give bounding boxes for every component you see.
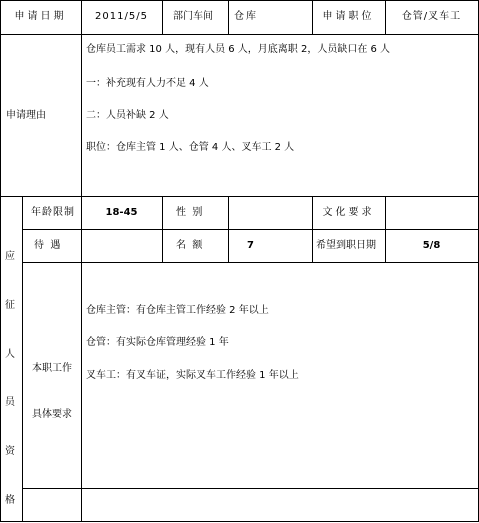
row-divider-header xyxy=(0,34,479,35)
col-divider-label-lower xyxy=(81,196,82,522)
salary-label: 待 遇 xyxy=(34,240,61,251)
reason-line: 一：补充现有人力不足 4 人 xyxy=(86,78,209,89)
arrival-date-label: 希望到职日期 xyxy=(316,240,376,251)
apply-date-label: 申请日期 xyxy=(14,11,67,22)
qualification-side-char: 资 xyxy=(5,446,15,457)
col-divider-label xyxy=(81,0,82,196)
age-limit-value: 18-45 xyxy=(105,207,138,218)
requirements-label: 具体要求 xyxy=(32,409,72,420)
col-divider-3 xyxy=(228,0,229,34)
qualification-side-char: 应 xyxy=(5,251,15,262)
position-label: 申请职位 xyxy=(322,11,375,22)
col-divider-3-lower xyxy=(228,196,229,263)
qualification-side-char: 人 xyxy=(5,349,15,360)
col-divider-5-lower xyxy=(385,196,386,263)
department-value: 仓库 xyxy=(234,11,258,22)
reason-label: 申请理由 xyxy=(6,110,46,121)
table-border-top xyxy=(0,0,479,1)
col-divider-2 xyxy=(162,0,163,34)
col-divider-side xyxy=(22,196,23,522)
qualification-side-char: 格 xyxy=(5,495,15,506)
table-border-bottom xyxy=(0,521,479,522)
quota-value: 7 xyxy=(247,240,254,251)
reason-line: 仓库员工需求 10 人，现有人员 6 人，月底离职 2，人员缺口在 6 人 xyxy=(86,44,391,55)
col-divider-2-lower xyxy=(162,196,163,263)
qualification-side-char: 员 xyxy=(5,397,15,408)
row-divider-requirements xyxy=(22,488,479,489)
row-divider-reason xyxy=(0,196,479,197)
qualification-side-char: 征 xyxy=(5,300,15,311)
position-value: 仓管/叉车工 xyxy=(401,11,462,22)
quota-label: 名 额 xyxy=(176,240,203,251)
table-border-left xyxy=(0,0,1,522)
requirement-item: 仓管：有实际仓库管理经验 1 年 xyxy=(86,337,229,348)
row-divider-age xyxy=(22,229,479,230)
arrival-date-value: 5/8 xyxy=(422,240,441,251)
age-limit-label: 年龄限制 xyxy=(31,207,75,218)
apply-date-value: 2011/5/5 xyxy=(95,11,148,22)
gender-label: 性 别 xyxy=(176,207,203,218)
requirements-label: 本职工作 xyxy=(32,363,72,374)
reason-line: 职位：仓库主管 1 人、仓管 4 人、叉车工 2 人 xyxy=(86,142,295,153)
requirement-item: 仓库主管：有仓库主管工作经验 2 年以上 xyxy=(86,305,269,316)
reason-line: 二：人员补缺 2 人 xyxy=(86,110,169,121)
department-label: 部门车间 xyxy=(173,11,213,22)
education-label: 文化要求 xyxy=(322,207,375,218)
requirement-item: 叉车工：有叉车证，实际叉车工作经验 1 年以上 xyxy=(86,370,299,381)
row-divider-salary xyxy=(22,262,479,263)
